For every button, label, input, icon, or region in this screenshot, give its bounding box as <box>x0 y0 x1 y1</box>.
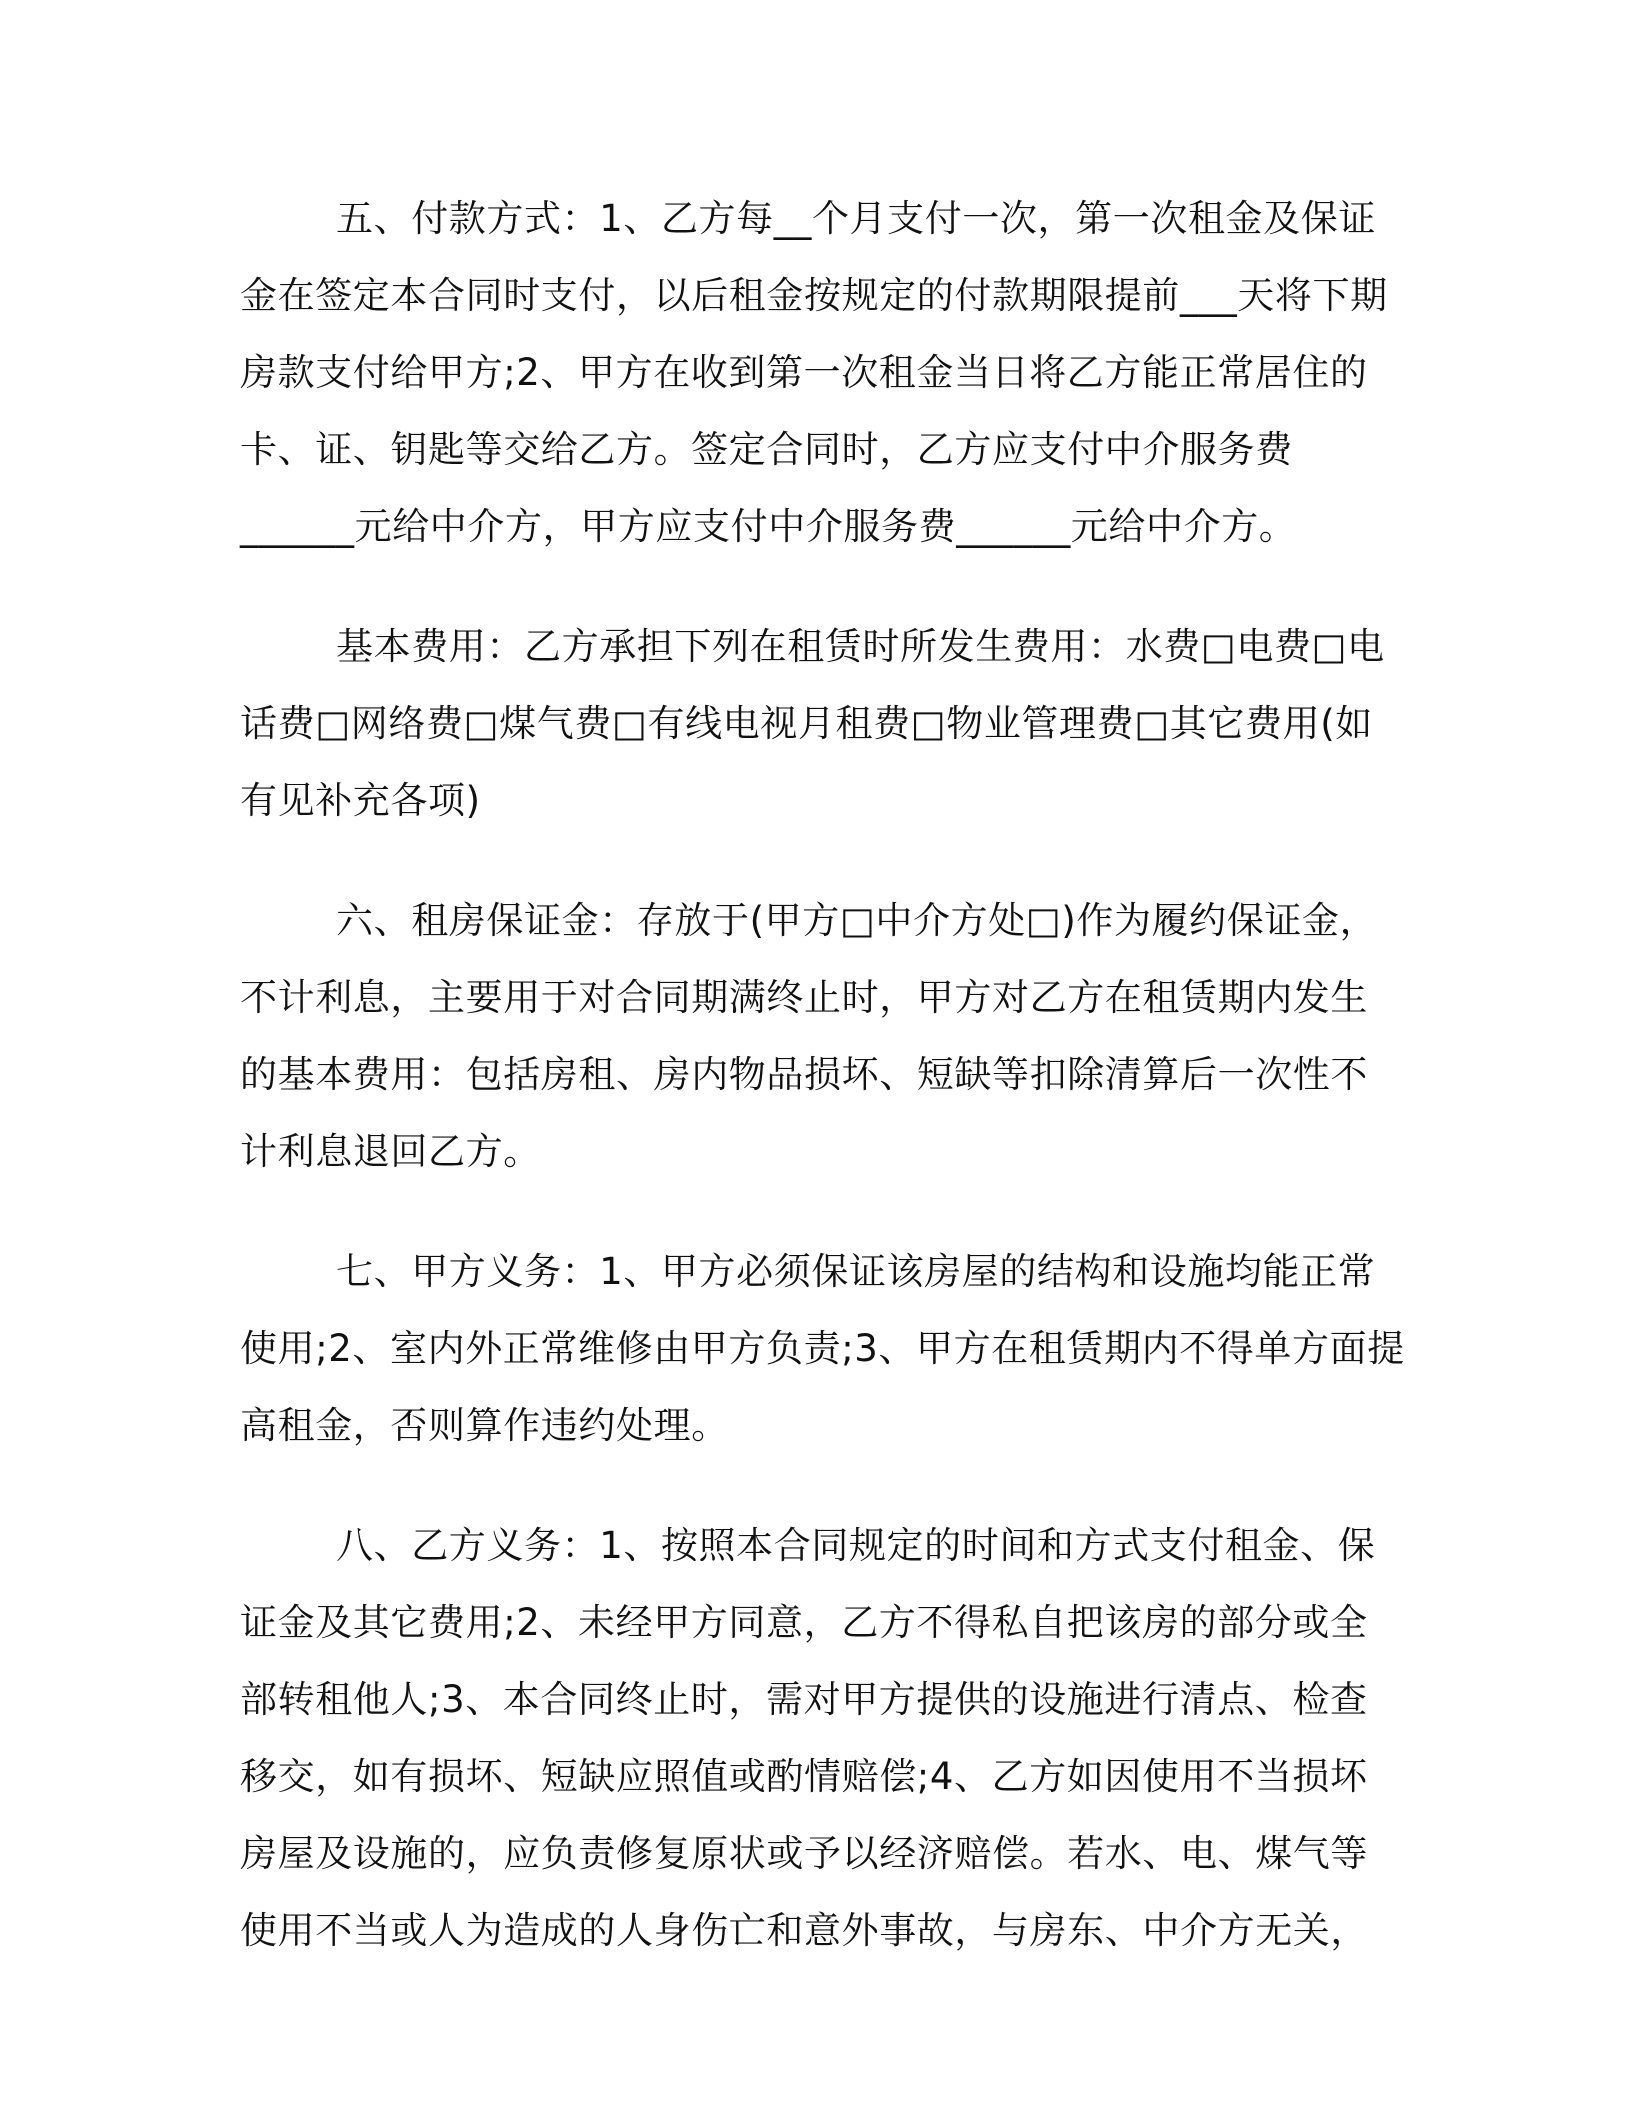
text-line: 移交，如有损坏、短缺应照值或酌情赔偿;4、乙方如因使用不当损坏 <box>240 1755 1368 1798</box>
text-line: ______元给中介方，甲方应支付中介服务费______元给中介方。 <box>240 505 1297 548</box>
text-line: 房屋及设施的，应负责修复原状或予以经济赔偿。若水、电、煤气等 <box>240 1832 1368 1875</box>
text-line: 六、租房保证金：存放于(甲方□中介方处□)作为履约保证金， <box>336 899 1378 942</box>
paragraph-payment-method <box>240 180 1390 565</box>
text-line: 部转租他人;3、本合同终止时，需对甲方提供的设施进行清点、检查 <box>240 1678 1368 1721</box>
text-line: 卡、证、钥匙等交给乙方。签定合同时，乙方应支付中介服务费 <box>240 428 1293 471</box>
text-line: 七、甲方义务：1、甲方必须保证该房屋的结构和设施均能正常 <box>336 1250 1376 1293</box>
paragraph-party-a-obligations <box>240 1233 1405 1464</box>
text-line: 使用不当或人为造成的人身伤亡和意外事故，与房东、中介方无关， <box>240 1909 1368 1952</box>
text-line: 的基本费用：包括房租、房内物品损坏、短缺等扣除清算后一次性不 <box>240 1053 1368 1096</box>
text-line: 使用;2、室内外正常维修由甲方负责;3、甲方在租赁期内不得单方面提 <box>240 1327 1405 1370</box>
text-line: 五、付款方式：1、乙方每__个月支付一次，第一次租金及保证 <box>336 197 1376 240</box>
text-line: 金在签定本合同时支付，以后租金按规定的付款期限提前___天将下期 <box>240 274 1388 317</box>
text-line: 话费□网络费□煤气费□有线电视月租费□物业管理费□其它费用(如 <box>240 702 1373 745</box>
paragraph-basic-fees <box>240 608 1390 839</box>
text-line: 基本费用：乙方承担下列在租赁时所发生费用：水费□电费□电 <box>336 625 1385 668</box>
text-line: 房款支付给甲方;2、甲方在收到第一次租金当日将乙方能正常居住的 <box>240 351 1368 394</box>
text-line: 高租金，否则算作违约处理。 <box>240 1404 729 1447</box>
text-line: 八、乙方义务：1、按照本合同规定的时间和方式支付租金、保 <box>336 1524 1376 1567</box>
paragraph-party-b-obligations <box>240 1507 1390 1969</box>
paragraph-deposit <box>240 882 1390 1190</box>
text-line: 证金及其它费用;2、未经甲方同意，乙方不得私自把该房的部分或全 <box>240 1601 1368 1644</box>
text-line: 不计利息，主要用于对合同期满终止时，甲方对乙方在租赁期内发生 <box>240 976 1368 1019</box>
text-line: 有见补充各项) <box>240 779 481 822</box>
text-line: 计利息退回乙方。 <box>240 1130 541 1173</box>
document-body <box>240 180 1405 2012</box>
